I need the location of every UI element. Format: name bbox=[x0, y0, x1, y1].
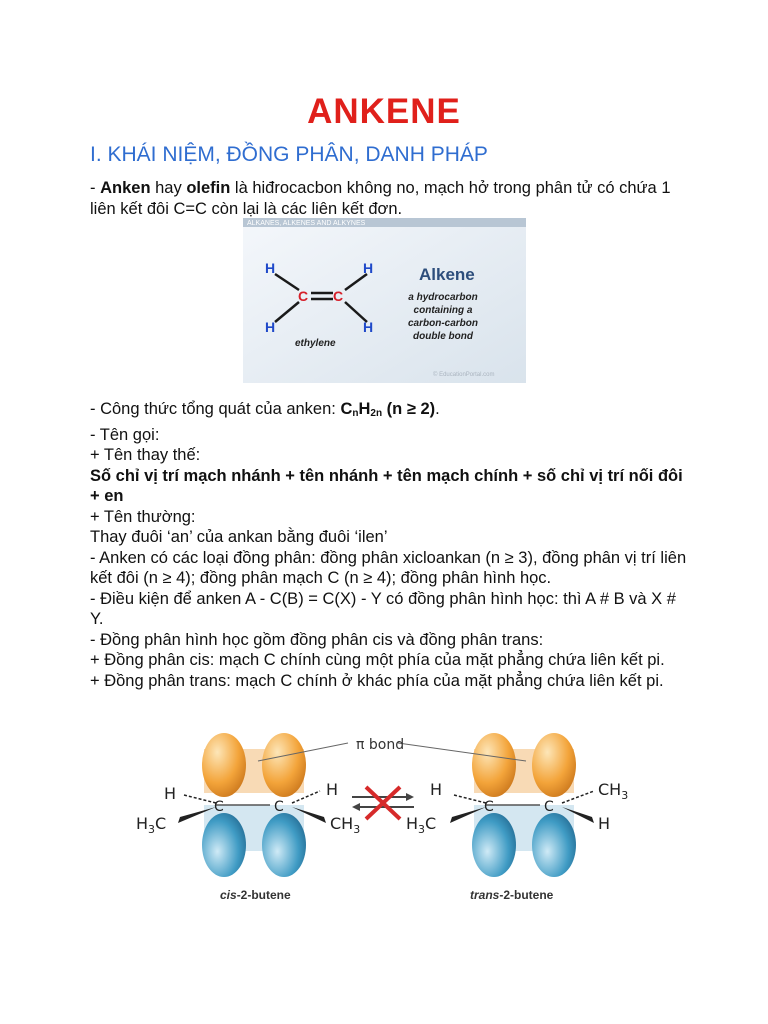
cis-definition: + Đồng phân cis: mạch C chính cùng một phía của mặt phẳng chứa liên kết pi. bbox=[90, 651, 665, 669]
intro-paragraph: - Anken hay olefin là hiđrocacbon không no, mạch hở trong phân tử có chứa 1 liên kết đôi C=C còn lại là các liên kết đơn. bbox=[90, 179, 671, 218]
description-line: containing a bbox=[413, 305, 473, 316]
trans-label: trans-2-butene bbox=[470, 888, 554, 902]
figure-caption-top: ALKANES, ALKENES AND ALKYNES bbox=[247, 220, 366, 227]
atom-h: H bbox=[598, 814, 611, 833]
atom-h: H bbox=[265, 319, 276, 335]
atom-h: H bbox=[265, 260, 276, 276]
term-olefin: olefin bbox=[186, 179, 231, 197]
atom-h: H bbox=[363, 319, 374, 335]
section-heading: I. KHÁI NIỆM, ĐỒNG PHÂN, DANH PHÁP bbox=[90, 143, 488, 166]
page-title: ANKENE bbox=[307, 92, 461, 131]
ch3-left: $H_3C$ bbox=[136, 814, 167, 836]
ten-thay-the-line: + Tên thay thế: bbox=[90, 446, 201, 464]
atom-c: C bbox=[484, 799, 494, 815]
atom-h: H bbox=[164, 784, 177, 803]
atom-c: C bbox=[298, 288, 309, 304]
pi-bond-label: π bond bbox=[356, 737, 405, 753]
ten-thuong-line: + Tên thường: bbox=[90, 507, 196, 526]
alkene-heading: Alkene bbox=[419, 265, 475, 284]
description-line: carbon-carbon bbox=[407, 318, 479, 329]
molecule-label: ethylene bbox=[295, 338, 336, 349]
body-text bbox=[90, 399, 690, 691]
formula-cnh2n: $C_nH_{2n}$ (n ≥ 2) bbox=[340, 400, 436, 419]
atom-c: C bbox=[214, 799, 224, 815]
atom-h: H bbox=[363, 260, 374, 276]
cis-trans-butene-figure bbox=[120, 727, 640, 907]
atom-h: H bbox=[430, 780, 443, 799]
ch3-right: $CH_3$ bbox=[330, 814, 361, 836]
ten-goi-line: - Tên gọi: bbox=[90, 425, 160, 444]
ethylene-figure bbox=[243, 218, 526, 383]
isomer-types: - Anken có các loại đồng phân: đồng phân xicloankan (n ≥ 3), đồng phân vị trí liên kết đôi (n ≥ 4); đồng phân mạch C (n ≥ 4); đồng phân hình học. bbox=[90, 548, 687, 587]
thay-duoi-line: Thay đuôi ‘an’ của ankan bằng đuôi ‘ilen’ bbox=[90, 528, 388, 546]
formula-line: - Công thức tổng quát của anken: $C_nH_{2n}$ (n ≥ 2). bbox=[90, 400, 440, 419]
atom-c: C bbox=[544, 799, 554, 815]
trans-definition: + Đồng phân trans: mạch C chính ở khác phía của mặt phẳng chứa liên kết pi. bbox=[90, 671, 664, 690]
atom-c: C bbox=[333, 288, 344, 304]
geometric-condition: - Điều kiện để anken A - C(B) = C(X) - Y có đồng phân hình học: thì A # B và X # Y. bbox=[90, 589, 676, 628]
naming-rule: Số chỉ vị trí mạch nhánh + tên nhánh + tên mạch chính + số chỉ vị trí nối đôi + en bbox=[90, 466, 683, 505]
geometric-isomers: - Đồng phân hình học gồm đồng phân cis và đồng phân trans: bbox=[90, 630, 544, 649]
description-line: double bond bbox=[413, 331, 473, 342]
atom-c: C bbox=[274, 799, 284, 815]
ch3-left-bottom: $H_3C$ bbox=[406, 814, 437, 836]
watermark: © EducationPortal.com bbox=[433, 372, 495, 378]
ch3-right-top: $CH_3$ bbox=[598, 780, 629, 802]
atom-h: H bbox=[326, 780, 339, 799]
term-anken: Anken bbox=[100, 179, 151, 197]
description-line: a hydrocarbon bbox=[408, 292, 478, 303]
cis-label: cis-2-butene bbox=[220, 888, 291, 902]
